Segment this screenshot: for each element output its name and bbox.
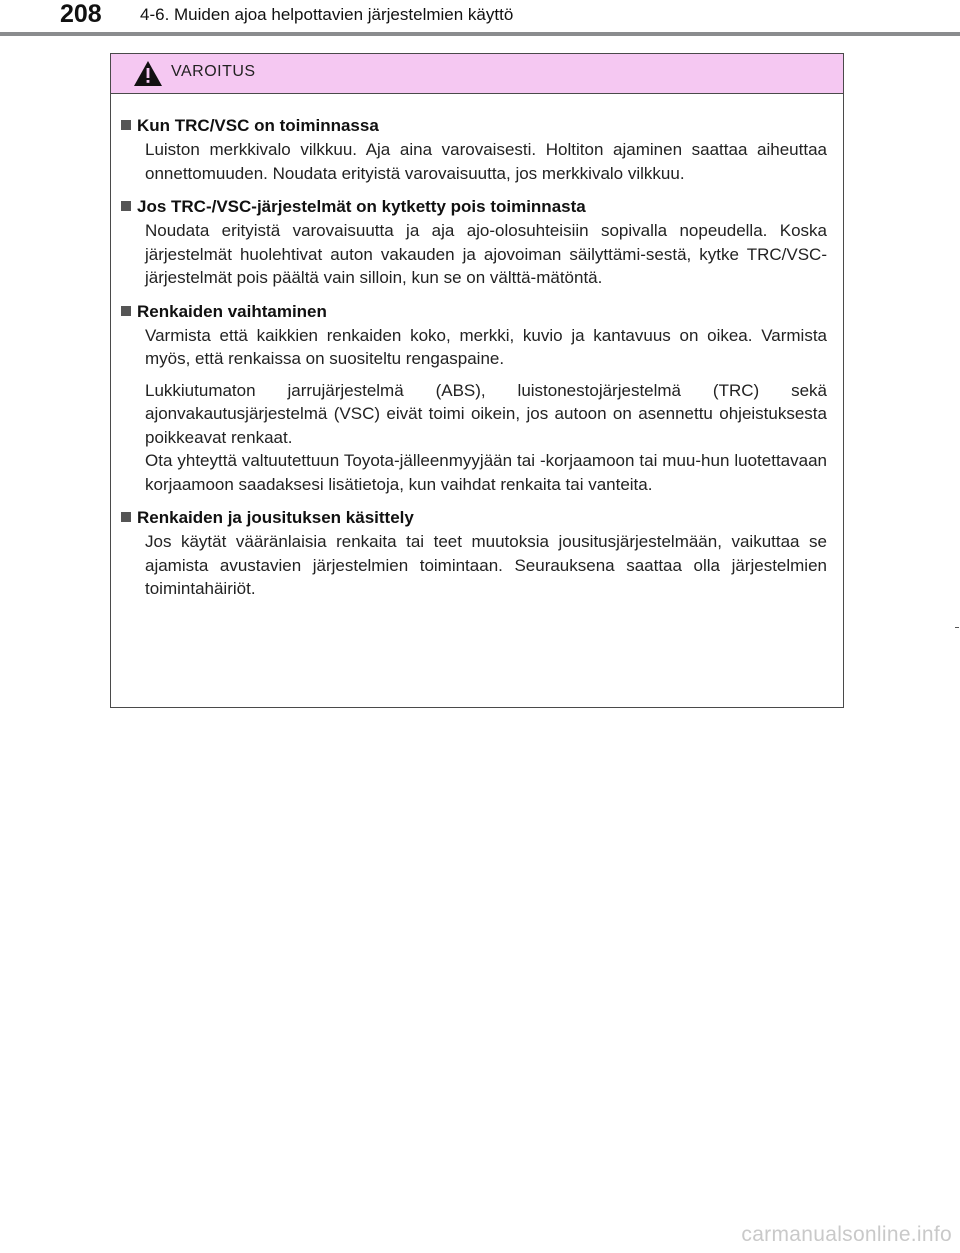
warning-title: VAROITUS xyxy=(171,63,256,80)
square-bullet-icon xyxy=(121,512,131,522)
warning-box xyxy=(110,53,844,708)
item-paragraph: Luiston merkkivalo vilkkuu. Aja aina varovaisesti. Holtiton ajaminen saattaa aiheuttaa onnettomuuden. Noudata erityistä varovaisuutta, jos merkkivalo vilkkuu. xyxy=(145,140,827,183)
item-heading xyxy=(119,506,827,530)
warning-item-trc-off xyxy=(119,195,827,290)
warning-item-trc-active xyxy=(119,114,827,185)
item-paragraph: Noudata erityistä varovaisuutta ja aja ajo-olosuhteisiin sopivalla nopeudella. Koska järjestelmät huolehtivat auton vakauden ja ajovoiman säilyttämi-sestä, kytke TRC/VSC-järjestelmät pois päältä vain silloin, kun se on välttä-mätöntä. xyxy=(145,221,827,287)
item-heading xyxy=(119,300,827,324)
item-heading-text: Renkaiden vaihtaminen xyxy=(137,301,327,321)
item-paragraph: Varmista että kaikkien renkaiden koko, merkki, kuvio ja kantavuus on oikea. Varmista myös, että renkaissa on suositeltu rengaspaine. xyxy=(145,325,827,368)
square-bullet-icon xyxy=(121,306,131,316)
item-paragraph: Lukkiutumaton jarrujärjestelmä (ABS), luistonestojärjestelmä (TRC) sekä ajonvakautusjärjestelmä (VSC) eivät toimi oikein, jos autoon on asennettu ohjeistuksesta poikkeavat renkaat. xyxy=(145,380,827,447)
item-paragraph: Ota yhteyttä valtuutettuun Toyota-jälleenmyyjään tai -korjaamoon tai muu-hun luotettavaan korjaamoon saadaksesi lisätietoja, kun vaihdat renkaita tai vanteita. xyxy=(145,451,827,494)
watermark: carmanualsonline.info xyxy=(741,1223,952,1246)
header-rule xyxy=(0,32,960,36)
item-heading xyxy=(119,195,827,219)
warning-header xyxy=(111,54,843,94)
item-heading-text: Jos TRC-/VSC-järjestelmät on kytketty pois toiminnasta xyxy=(137,197,586,216)
item-heading-text: Kun TRC/VSC on toiminnassa xyxy=(137,116,379,135)
square-bullet-icon xyxy=(121,201,131,211)
section-title: 4-6. Muiden ajoa helpottavien järjestelmien käyttö xyxy=(140,5,514,24)
item-paragraph: Jos käytät vääränlaisia renkaita tai teet muutoksia jousitusjärjestelmään, vaikuttaa se ajamista avustavien järjestelmien toimintaan. Seurauksena saattaa olla järjestelmien toimintahäiriöt. xyxy=(145,532,827,598)
page-number: 208 xyxy=(60,0,102,28)
edge-mark xyxy=(955,627,959,628)
item-heading xyxy=(119,114,827,138)
square-bullet-icon xyxy=(121,120,131,130)
item-heading-text: Renkaiden ja jousituksen käsittely xyxy=(137,508,414,527)
warning-item-tire-change xyxy=(119,300,827,497)
warning-body xyxy=(111,94,843,601)
warning-item-suspension xyxy=(119,506,827,601)
warning-triangle-icon xyxy=(133,60,163,87)
